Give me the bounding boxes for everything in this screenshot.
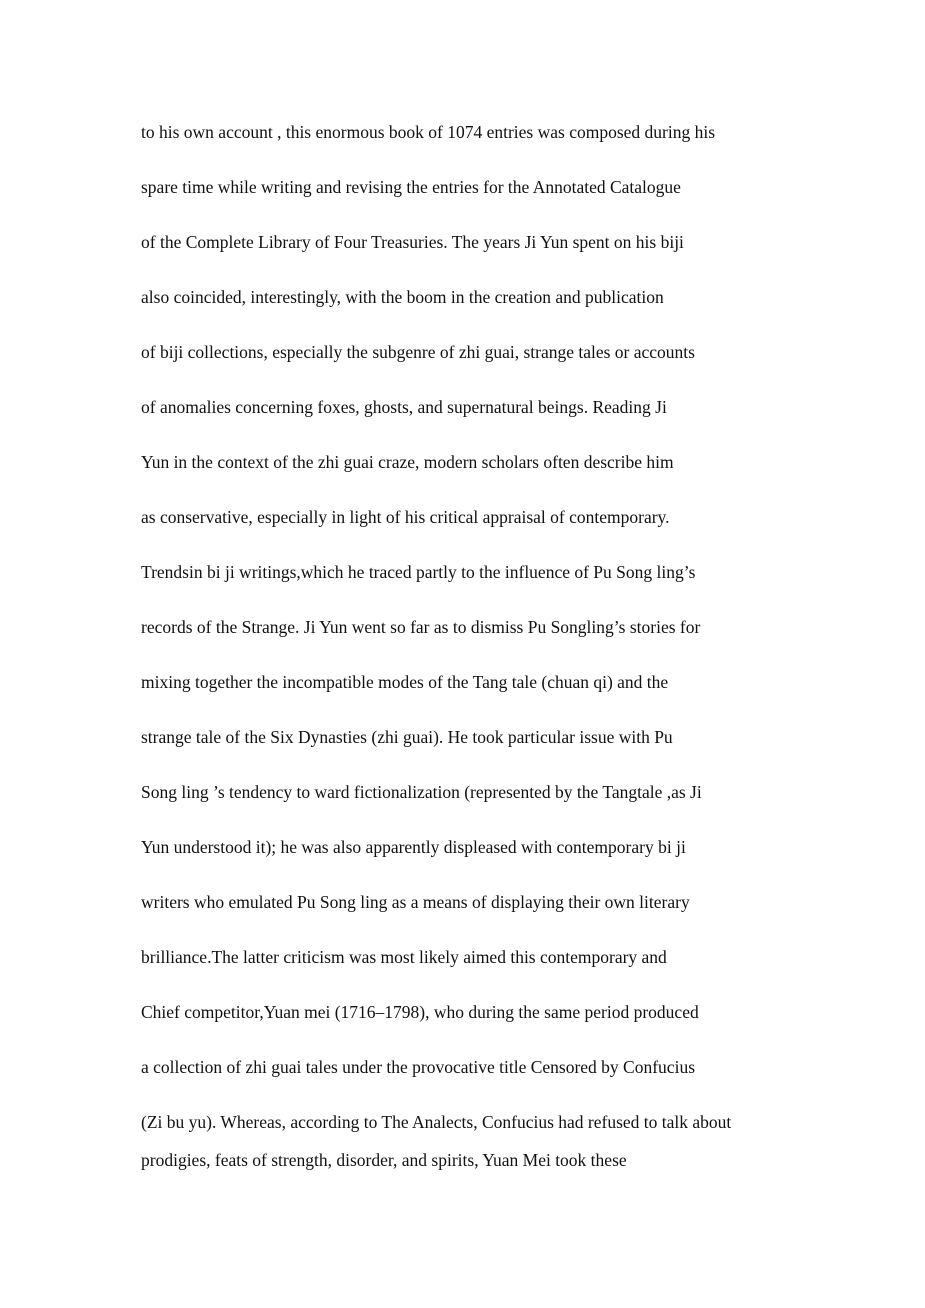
text-line: brilliance.The latter criticism was most likely aimed this contemporary and [141, 947, 667, 967]
text-line: writers who emulated Pu Song ling as a means of displaying their own literary [141, 892, 690, 912]
text-line: spare time while writing and revising the entries for the Annotated Catalogue [141, 177, 681, 197]
text-line: Song ling ’s tendency to ward fictionalization (represented by the Tangtale ,as Ji [141, 782, 702, 802]
text-line: a collection of zhi guai tales under the provocative title Censored by Confucius [141, 1057, 696, 1077]
text-line: Yun in the context of the zhi guai craze, modern scholars often describe him [141, 452, 674, 472]
text-line: as conservative, especially in light of his critical appraisal of contemporary. [141, 507, 670, 527]
text-line: also coincided, interestingly, with the boom in the creation and publication [141, 287, 664, 307]
text-line: of the Complete Library of Four Treasuries. The years Ji Yun spent on his biji [141, 232, 684, 252]
text-line: mixing together the incompatible modes of the Tang tale (chuan qi) and the [141, 672, 669, 692]
text-line: prodigies, feats of strength, disorder, and spirits, Yuan Mei took these [141, 1150, 627, 1170]
text-line: Trendsin bi ji writings,which he traced partly to the influence of Pu Song ling’s [141, 562, 696, 582]
text-line: to his own account , this enormous book of 1074 entries was composed during his [141, 122, 716, 142]
text-line: of biji collections, especially the subgenre of zhi guai, strange tales or accounts [141, 342, 695, 362]
text-line: strange tale of the Six Dynasties (zhi guai). He took particular issue with Pu [141, 727, 673, 747]
text-line: Yun understood it); he was also apparently displeased with contemporary bi ji [141, 837, 686, 857]
text-line: records of the Strange. Ji Yun went so far as to dismiss Pu Songling’s stories for [141, 617, 701, 637]
text-line: (Zi bu yu). Whereas, according to The Analects, Confucius had refused to talk about [141, 1112, 732, 1132]
text-line: Chief competitor,Yuan mei (1716–1798), who during the same period produced [141, 1002, 699, 1022]
text-line: of anomalies concerning foxes, ghosts, and supernatural beings. Reading Ji [141, 397, 667, 417]
